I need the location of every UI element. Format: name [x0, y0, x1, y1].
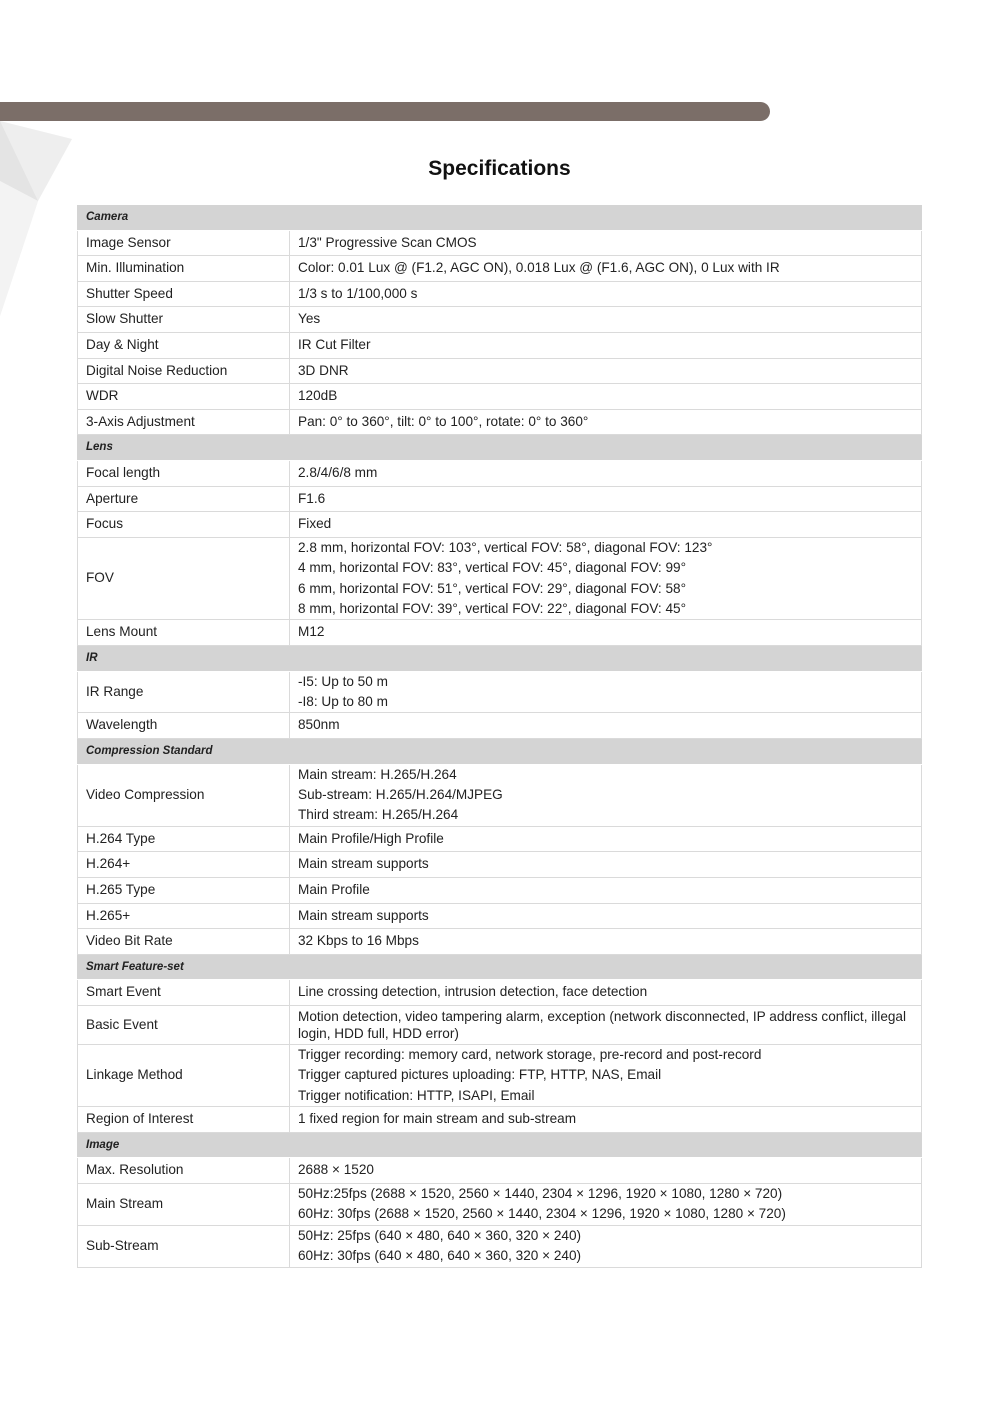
spec-value [290, 764, 922, 826]
spec-row [78, 713, 922, 739]
section-title: Lens [78, 435, 290, 461]
section-header [78, 738, 922, 764]
section-header [78, 954, 922, 980]
spec-row [78, 852, 922, 878]
spec-value-line: 50Hz:25fps (2688 × 1520, 2560 × 1440, 2304 × 1296, 1920 × 1080, 1280 × 720) [298, 1185, 783, 1201]
section-header-blank [290, 1132, 922, 1158]
spec-value [290, 713, 922, 739]
section-title: Camera [78, 205, 290, 230]
spec-row [78, 764, 922, 826]
spec-row [78, 826, 922, 852]
spec-label: Focal length [78, 460, 290, 486]
spec-label: Slow Shutter [78, 307, 290, 333]
spec-row [78, 671, 922, 713]
spec-row [78, 409, 922, 435]
spec-label: 3-Axis Adjustment [78, 409, 290, 435]
section-title: Compression Standard [78, 738, 290, 764]
spec-row [78, 877, 922, 903]
spec-value [290, 620, 922, 646]
page-title: Specifications [428, 157, 571, 180]
spec-label: Image Sensor [78, 230, 290, 256]
spec-value [290, 1225, 922, 1267]
spec-value [290, 358, 922, 384]
spec-row [78, 281, 922, 307]
spec-value [290, 1107, 922, 1133]
spec-value-line: 32 Kbps to 16 Mbps [298, 933, 419, 949]
spec-value-line: 1/3" Progressive Scan CMOS [298, 234, 477, 250]
spec-row [78, 1183, 922, 1225]
spec-value [290, 929, 922, 955]
spec-value-line: IR Cut Filter [298, 337, 371, 353]
spec-value [290, 1005, 922, 1044]
section-header [78, 1132, 922, 1158]
spec-label: Sub-Stream [78, 1225, 290, 1267]
spec-label: Linkage Method [78, 1044, 290, 1106]
spec-value [290, 826, 922, 852]
spec-value-line: Fixed [298, 516, 332, 532]
spec-label: H.264+ [78, 852, 290, 878]
spec-row [78, 1107, 922, 1133]
section-header-blank [290, 205, 922, 230]
spec-value-line: 8 mm, horizontal FOV: 39°, vertical FOV: 22°, diagonal FOV: 45° [298, 600, 687, 616]
section-header [78, 205, 922, 230]
spec-value-line: 2.8 mm, horizontal FOV: 103°, vertical FOV: 58°, diagonal FOV: 123° [298, 539, 713, 555]
spec-value-line: Main stream supports [298, 907, 429, 923]
spec-label: Focus [78, 512, 290, 538]
spec-row [78, 1158, 922, 1184]
spec-label: Region of Interest [78, 1107, 290, 1133]
spec-value-line: F1.6 [298, 490, 326, 506]
spec-row [78, 1225, 922, 1267]
spec-value-line: -I5: Up to 50 m [298, 673, 388, 689]
spec-value-line: 6 mm, horizontal FOV: 51°, vertical FOV: 29°, diagonal FOV: 58° [298, 580, 687, 596]
spec-row [78, 230, 922, 256]
spec-value [290, 281, 922, 307]
section-title: Smart Feature-set [78, 954, 290, 980]
spec-label: Digital Noise Reduction [78, 358, 290, 384]
spec-label: H.265+ [78, 903, 290, 929]
spec-value-line: 2688 × 1520 [298, 1162, 374, 1178]
spec-label: IR Range [78, 671, 290, 713]
spec-value [290, 460, 922, 486]
spec-row [78, 1005, 922, 1044]
spec-value [290, 230, 922, 256]
spec-row [78, 1044, 922, 1106]
spec-value [290, 384, 922, 410]
spec-value [290, 486, 922, 512]
spec-row [78, 537, 922, 620]
spec-value-line: 4 mm, horizontal FOV: 83°, vertical FOV: 45°, diagonal FOV: 99° [298, 560, 687, 576]
spec-value-line: Trigger notification: HTTP, ISAPI, Email [298, 1087, 535, 1103]
section-header-blank [290, 954, 922, 980]
spec-value [290, 1044, 922, 1106]
spec-row [78, 620, 922, 646]
section-header [78, 645, 922, 671]
spec-value [290, 307, 922, 333]
spec-label: Day & Night [78, 332, 290, 358]
spec-row [78, 929, 922, 955]
spec-value-line: 60Hz: 30fps (640 × 480, 640 × 360, 320 × 240) [298, 1248, 582, 1264]
spec-label: Aperture [78, 486, 290, 512]
spec-value-line: Color: 0.01 Lux @ (F1.2, AGC ON), 0.018 Lux @ (F1.6, AGC ON), 0 Lux with IR [298, 260, 780, 276]
spec-row [78, 256, 922, 282]
spec-row [78, 486, 922, 512]
spec-value-line: 1/3 s to 1/100,000 s [298, 285, 418, 301]
spec-value-line: 3D DNR [298, 362, 349, 378]
spec-label: Shutter Speed [78, 281, 290, 307]
spec-value-line: Yes [298, 311, 321, 327]
spec-row [78, 512, 922, 538]
spec-label: Video Compression [78, 764, 290, 826]
spec-label: WDR [78, 384, 290, 410]
spec-value [290, 980, 922, 1006]
spec-label: Max. Resolution [78, 1158, 290, 1184]
spec-row [78, 903, 922, 929]
spec-row [78, 460, 922, 486]
spec-value-line: Main stream: H.265/H.264 [298, 766, 457, 782]
spec-label: Main Stream [78, 1183, 290, 1225]
spec-value-line: -I8: Up to 80 m [298, 693, 388, 709]
spec-value [290, 256, 922, 282]
spec-value-line: Motion detection, video tampering alarm, exception (network disconnected, IP address conflict, illegal login, HDD full, HDD error) [298, 1008, 907, 1041]
spec-label: Video Bit Rate [78, 929, 290, 955]
spec-label: H.265 Type [78, 877, 290, 903]
spec-value-line: 60Hz: 30fps (2688 × 1520, 2560 × 1440, 2304 × 1296, 1920 × 1080, 1280 × 720) [298, 1206, 786, 1222]
section-header-blank [290, 435, 922, 461]
spec-label: Basic Event [78, 1005, 290, 1044]
section-title: Image [78, 1132, 290, 1158]
decorative-star-shape [0, 121, 80, 321]
spec-value [290, 1158, 922, 1184]
spec-value-line: Main stream supports [298, 856, 429, 872]
spec-value-line: Main Profile/High Profile [298, 830, 444, 846]
header-bar [0, 102, 770, 121]
spec-row [78, 980, 922, 1006]
spec-row [78, 358, 922, 384]
spec-value-line: 120dB [298, 388, 338, 404]
spec-label: H.264 Type [78, 826, 290, 852]
spec-value-line: Trigger captured pictures uploading: FTP, HTTP, NAS, Email [298, 1067, 662, 1083]
spec-value [290, 537, 922, 620]
spec-value-line: Third stream: H.265/H.264 [298, 807, 459, 823]
spec-label: Wavelength [78, 713, 290, 739]
spec-value-line: Pan: 0° to 360°, tilt: 0° to 100°, rotate: 0° to 360° [298, 413, 589, 429]
spec-value-line: Main Profile [298, 882, 370, 898]
spec-value [290, 512, 922, 538]
spec-row [78, 332, 922, 358]
spec-value-line: Line crossing detection, intrusion detection, face detection [298, 984, 648, 1000]
section-header-blank [290, 645, 922, 671]
spec-value [290, 332, 922, 358]
spec-value-line: 1 fixed region for main stream and sub-stream [298, 1111, 577, 1127]
specifications-table [77, 205, 922, 1268]
spec-value-line: Trigger recording: memory card, network storage, pre-record and post-record [298, 1046, 762, 1062]
spec-label: Lens Mount [78, 620, 290, 646]
spec-value-line: Sub-stream: H.265/H.264/MJPEG [298, 786, 503, 802]
section-header [78, 435, 922, 461]
spec-row [78, 384, 922, 410]
spec-value [290, 852, 922, 878]
spec-label: Smart Event [78, 980, 290, 1006]
spec-label: FOV [78, 537, 290, 620]
spec-value-line: 50Hz: 25fps (640 × 480, 640 × 360, 320 × 240) [298, 1227, 582, 1243]
spec-value [290, 671, 922, 713]
section-header-blank [290, 738, 922, 764]
spec-label: Min. Illumination [78, 256, 290, 282]
spec-value-line: 850nm [298, 717, 340, 733]
spec-value [290, 1183, 922, 1225]
spec-value-line: M12 [298, 624, 325, 640]
section-title: IR [78, 645, 290, 671]
spec-value [290, 903, 922, 929]
spec-row [78, 307, 922, 333]
spec-value [290, 877, 922, 903]
spec-value [290, 409, 922, 435]
spec-value-line: 2.8/4/6/8 mm [298, 465, 378, 481]
